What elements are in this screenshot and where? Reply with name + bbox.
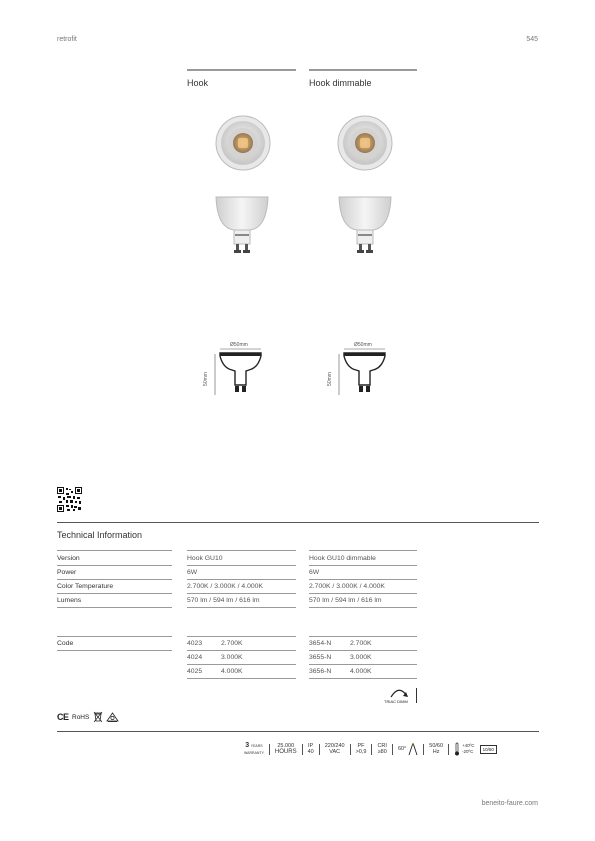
code-temperature: 3.000K: [221, 654, 243, 661]
spec-divider: [319, 744, 320, 755]
code-value: 3656-N: [309, 668, 332, 675]
spec-divider: [350, 744, 351, 755]
code-temperature: 4.000K: [221, 668, 243, 675]
code-value: 3654-N: [309, 640, 332, 647]
rohs-mark: RoHS: [72, 714, 90, 721]
page-number: 545: [526, 36, 538, 43]
ip-spec: [308, 743, 314, 756]
lamp-side-image: [214, 194, 270, 260]
row-rule: [57, 636, 172, 637]
row-rule: [309, 678, 417, 679]
section-rule: [57, 522, 539, 523]
row-rule: [187, 636, 296, 637]
row-rule: [57, 550, 172, 551]
ip-value: 40: [307, 749, 314, 756]
dimension-height: 50mm: [326, 372, 333, 386]
row-rule: [187, 664, 296, 665]
color-temperature-label: Color Temperature: [57, 583, 114, 590]
beam-angle-value: 60°: [397, 746, 407, 753]
cri-spec: [377, 743, 386, 756]
lamp-front-image: [214, 115, 272, 171]
power-label: Power: [57, 569, 77, 576]
spec-divider: [371, 744, 372, 755]
cri-value: ≥80: [377, 749, 387, 756]
row-rule: [187, 650, 296, 651]
ip-label: IP: [308, 742, 314, 749]
hours-spec: [275, 743, 297, 756]
row-rule: [187, 678, 296, 679]
code-temperature: 2.700K: [350, 640, 372, 647]
frequency-spec: [429, 743, 443, 756]
product-title: Hook: [187, 78, 209, 88]
power-value: 6W: [187, 569, 198, 576]
lamp-side-image: [337, 194, 393, 260]
code-temperature: 4.000K: [350, 668, 372, 675]
row-rule: [57, 579, 172, 580]
weee-bin-icon: [93, 711, 103, 723]
row-rule: [309, 664, 417, 665]
version-value: Hook GU10: [187, 555, 223, 562]
specs-bar: [244, 742, 497, 756]
ratio-badge: [480, 745, 497, 754]
code-value: 4024: [187, 654, 203, 661]
row-rule: [309, 607, 417, 608]
frequency-value: 50/60: [429, 742, 444, 749]
triac-dimm-icon: [387, 686, 411, 698]
product-title: Hook dimmable: [309, 78, 372, 88]
qr-code[interactable]: [57, 487, 82, 512]
cri-label: CRI: [377, 742, 387, 749]
dimension-drawing: [202, 340, 265, 405]
website-link[interactable]: beneito-faure.com: [481, 800, 538, 807]
spec-divider: [269, 744, 270, 755]
code-value: 4023: [187, 640, 203, 647]
code-label: Code: [57, 640, 74, 647]
row-rule: [309, 593, 417, 594]
thermometer-icon: [454, 742, 460, 756]
hours-value: 25.000: [277, 742, 295, 749]
pf-spec: [356, 743, 367, 756]
warranty-years: 3: [245, 742, 250, 749]
voltage-spec: [325, 743, 345, 756]
row-rule: [187, 607, 296, 608]
dimension-width: Ø50mm: [354, 342, 372, 348]
column-rule: [309, 69, 417, 71]
row-rule: [187, 593, 296, 594]
row-rule: [309, 650, 417, 651]
spec-divider: [302, 744, 303, 755]
pf-label: PF: [357, 742, 365, 749]
lumens-value: 570 lm / 594 lm / 616 lm: [309, 597, 382, 604]
code-value: 3655-N: [309, 654, 332, 661]
temperature-spec: [454, 742, 475, 756]
triac-dimm-label: TRIAC DIMM: [384, 699, 408, 704]
code-temperature: 3.000K: [350, 654, 372, 661]
row-rule: [309, 550, 417, 551]
spec-divider: [392, 744, 393, 755]
hours-label: HOURS: [274, 748, 297, 755]
lamp-front-image: [336, 115, 394, 171]
warranty-unit: YEARS: [250, 744, 263, 748]
temperature-max: +40ºC: [462, 742, 475, 748]
code-value: 4025: [187, 668, 203, 675]
beam-angle-spec: [398, 742, 418, 756]
column-rule: [187, 69, 296, 71]
page-category: retrofit: [57, 36, 77, 43]
pf-value: >0,9: [355, 749, 367, 756]
ratio-value: 10/50: [482, 746, 494, 752]
warranty-spec: [244, 742, 264, 756]
version-label: Version: [57, 555, 80, 562]
spec-divider: [423, 744, 424, 755]
dimension-drawing: [326, 340, 389, 405]
row-rule: [57, 565, 172, 566]
beam-angle-icon: [408, 742, 418, 756]
version-value: Hook GU10 dimmable: [309, 555, 376, 562]
row-rule: [187, 565, 296, 566]
dimension-height: 50mm: [202, 372, 209, 386]
row-rule: [57, 593, 172, 594]
row-rule: [187, 579, 296, 580]
row-rule: [309, 636, 417, 637]
warranty-label: WARRANTY: [244, 751, 264, 756]
voltage-unit: VAC: [329, 749, 341, 756]
lamp-disposal-icon: [106, 712, 119, 722]
voltage-value: 220/240: [324, 742, 345, 749]
divider: [416, 688, 417, 703]
dimension-width: Ø50mm: [230, 342, 248, 348]
row-rule: [187, 550, 296, 551]
color-temperature-value: 2.700K / 3.000K / 4.000K: [309, 583, 385, 590]
row-rule: [309, 579, 417, 580]
lumens-value: 570 lm / 594 lm / 616 lm: [187, 597, 260, 604]
row-rule: [57, 607, 172, 608]
row-rule: [57, 650, 172, 651]
temperature-min: -20ºC: [462, 749, 474, 755]
ce-mark-icon: CE: [57, 712, 69, 722]
specs-rule: [57, 731, 539, 732]
lumens-label: Lumens: [57, 597, 82, 604]
code-temperature: 2.700K: [221, 640, 243, 647]
color-temperature-value: 2.700K / 3.000K / 4.000K: [187, 583, 263, 590]
power-value: 6W: [309, 569, 320, 576]
spec-divider: [448, 744, 449, 755]
row-rule: [309, 565, 417, 566]
technical-information-title: Technical Information: [57, 530, 143, 540]
frequency-unit: Hz: [432, 749, 440, 756]
